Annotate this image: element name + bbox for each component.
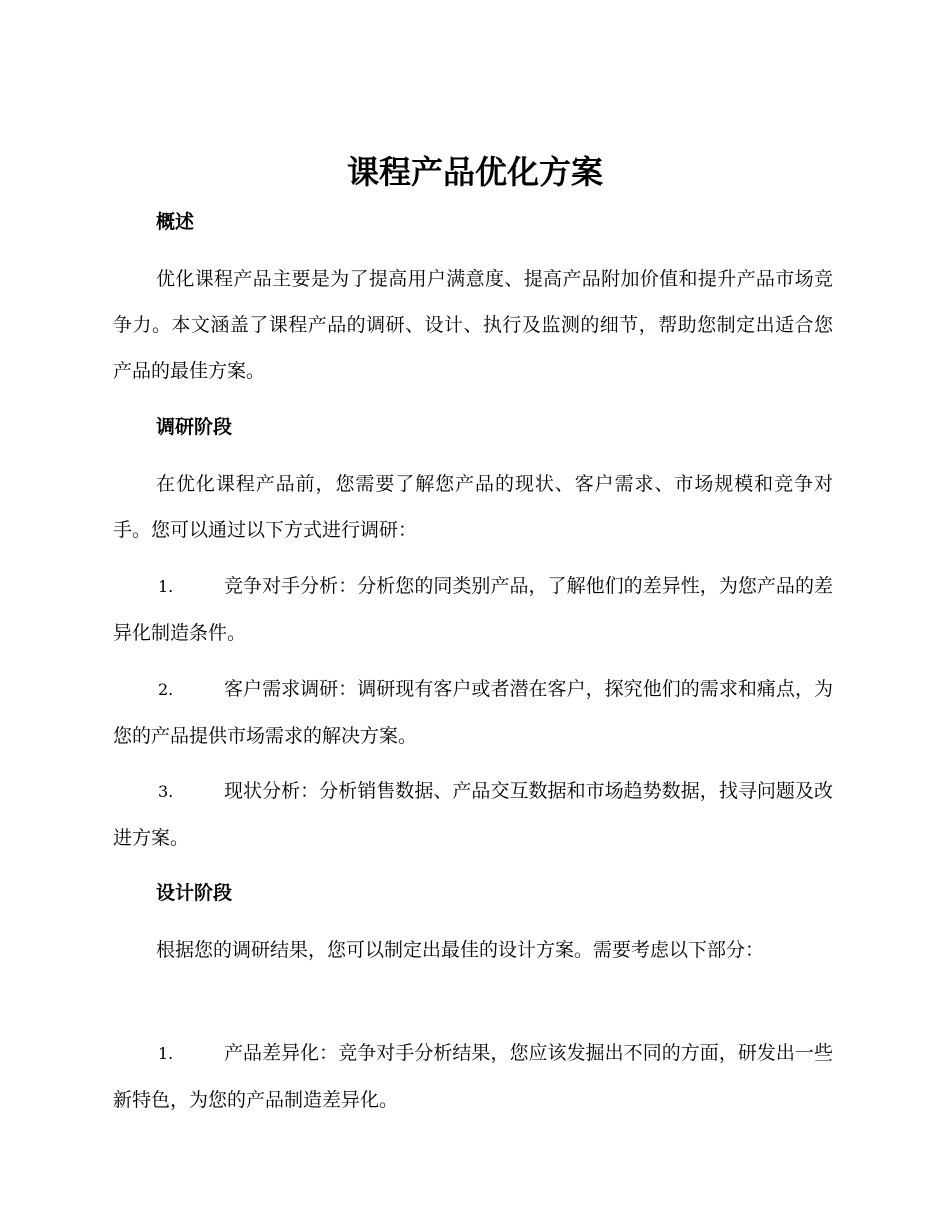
list-number: 2. <box>158 680 174 699</box>
document-title: 课程产品优化方案 <box>346 153 603 191</box>
list-item-research-1 <box>113 563 833 656</box>
list-item-text: 现状分析：分析销售数据、产品交互数据和市场趋势数据，找寻问题及改进方案。 <box>113 780 833 849</box>
list-item-text: 产品差异化：竞争对手分析结果，您应该发掘出不同的方面，研发出一些新特色，为您的产品制造差异化。 <box>113 1042 833 1111</box>
section-heading-research: 调研阶段 <box>156 416 233 438</box>
list-item-text: 竞争对手分析：分析您的同类别产品，了解他们的差异性，为您产品的差异化制造条件。 <box>113 575 833 644</box>
list-item-text: 客户需求调研：调研现有客户或者潜在客户，探究他们的需求和痛点，为您的产品提供市场需求的解决方案。 <box>113 678 833 747</box>
section-heading-design: 设计阶段 <box>156 882 233 904</box>
list-item-research-2 <box>113 666 833 759</box>
list-number: 1. <box>158 1044 174 1063</box>
list-item-design-1 <box>113 1030 833 1123</box>
section-heading-overview: 概述 <box>156 211 195 233</box>
paragraph-research: 在优化课程产品前，您需要了解您产品的现状、客户需求、市场规模和竞争对手。您可以通过以下方式进行调研： <box>113 473 833 541</box>
list-number: 3. <box>158 782 174 801</box>
list-number: 1. <box>158 577 174 596</box>
paragraph-overview: 优化课程产品主要是为了提高用户满意度、提高产品附加价值和提升产品市场竞争力。本文涵盖了课程产品的调研、设计、执行及监测的细节，帮助您制定出适合您产品的最佳方案。 <box>113 268 833 382</box>
list-item-research-3 <box>113 768 833 861</box>
paragraph-design: 根据您的调研结果，您可以制定出最佳的设计方案。需要考虑以下部分： <box>156 939 765 961</box>
